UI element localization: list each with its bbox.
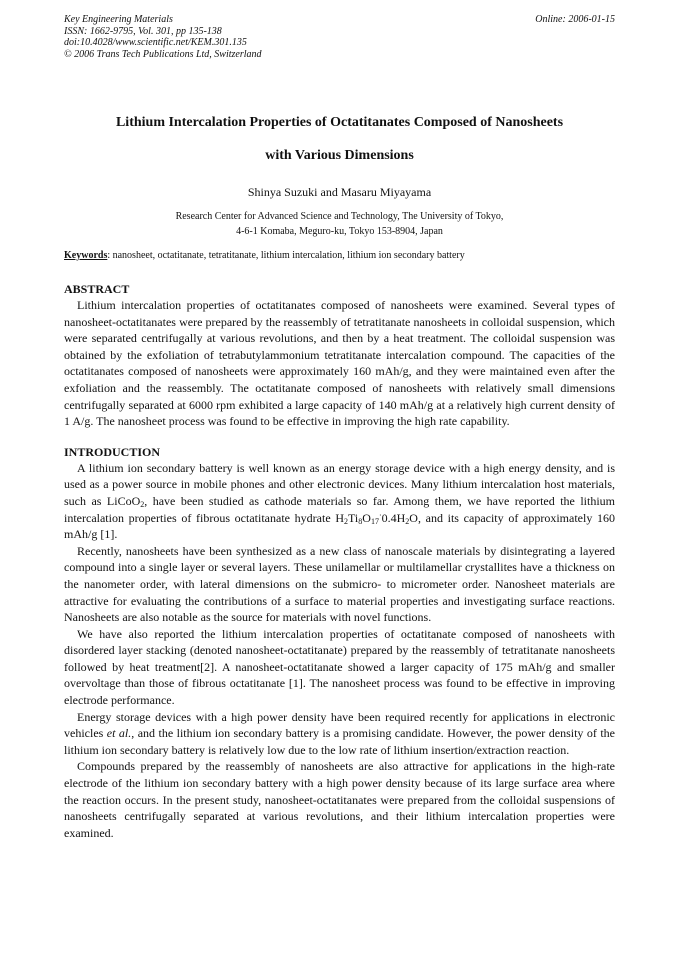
intro-p1-part-f: O, and its capacity of approximately 160 mAh/g [1].	[64, 510, 616, 542]
intro-paragraph-1	[64, 460, 615, 543]
superscript: ·	[378, 510, 382, 520]
intro-p1-part-e: 0.4H	[381, 510, 406, 525]
copyright-line: © 2006 Trans Tech Publications Ltd, Switzerland	[64, 48, 262, 60]
subscript: 2	[140, 499, 145, 509]
paper-title	[64, 106, 615, 172]
abstract-text: Lithium intercalation properties of octatitanates composed of nanosheets were examined. Several types of nanosheet-octatitanates were prepared by the reassembly of tetratitanate nanosheets in colloidal suspension, which were separated centrifugally at various revolutions, and then by a heat treatment. The colloidal suspension was obtained by the exfoliation of tetrabutylammonium tetratitanate intercalation compound. The capacities of the octatitanates composed of nanosheets were approximately 160 mAh/g, and they were maintained even after the exfoliation and the reassembly. The octatitanate composed of nanosheets with relatively small dimensions centrifugally separated at 6000 rpm exhibited a large capacity of 140 mAh/g at a relatively high current density of 1 A/g. The nanosheet process was found to be effective in improving the high rate capability.	[64, 298, 615, 429]
intro-paragraph-2: Recently, nanosheets have been synthesized as a new class of nanoscale materials by disintegrating a layered compound into a single layer or several layers. These unilamellar or multilamellar crystallites have a thickness on the nanometer order, with lateral dimensions on the submicro- to micrometer order. Nanosheet materials are attractive for evaluating the contributions of a surface to material properties and investigating surface reactions. Nanosheets are also notable as the source for materials with novel functions.	[64, 543, 615, 625]
subscript: 2	[344, 516, 349, 526]
intro-p4-part-b: , and the lithium ion secondary battery is a promising candidate. However, the power density of the lithium ion secondary battery is relatively low due to the low rate of lithium insertion/extraction reaction.	[64, 726, 616, 757]
authors: Shinya Suzuki and Masaru Miyayama	[247, 185, 432, 199]
title-line-1: Lithium Intercalation Properties of Octatitanates Composed of Nanosheets	[115, 115, 564, 130]
affiliation-line-1: Research Center for Advanced Science and Technology, The University of Tokyo,	[175, 211, 504, 222]
affiliation-line-2: 4-6-1 Komaba, Meguro-ku, Tokyo 153-8904, Japan	[236, 226, 443, 237]
issn-line: ISSN: 1662-9795, Vol. 301, pp 135-138	[64, 25, 222, 37]
journal-info	[64, 14, 615, 60]
online-date: Online: 2006-01-15	[535, 14, 615, 25]
intro-p1-part-c: Ti	[348, 510, 359, 525]
doi-line: doi:10.4028/www.scientific.net/KEM.301.135	[64, 37, 247, 48]
intro-p1-part-b: , have been studied as cathode materials so far. Among them, we have reported the lithium intercalation properties of fibrous octatitanate hydrate H	[64, 493, 615, 525]
keywords-label: Keywords	[64, 250, 108, 261]
intro-p4-part-a: Energy storage devices with a high power density have been required recently for applications in electronic vehicles	[64, 709, 615, 741]
intro-paragraph-5: Compounds prepared by the reassembly of nanosheets are also attractive for applications in the high-rate electrode of the lithium ion secondary battery with a high power density because of its large surface area where the reaction occurs. In the present study, nanosheet-octatitanates were prepared from the colloidal suspensions of nanosheets centrifugally separated at various revolutions, and their lithium intercalation properties were examined.	[64, 759, 615, 840]
keywords	[64, 250, 615, 262]
subscript: 2	[405, 516, 410, 526]
abstract-heading: ABSTRACT	[64, 282, 130, 296]
affiliation	[64, 209, 615, 239]
introduction-heading: INTRODUCTION	[64, 444, 161, 459]
intro-paragraph-4	[64, 709, 615, 759]
paper-page	[64, 14, 615, 841]
intro-p1-part-d: O	[362, 510, 371, 525]
italic-et-al: et al.	[106, 726, 132, 741]
intro-paragraph-3: We have also reported the lithium intercalation properties of octatitanate composed of nanosheets with disordered layer stacking (denoted nanosheet-octatitanate) prepared by the reassembly of tetratitanate nanosheets followed by heat treatment[2]. A nanosheet-octatitanate showed a larger capacity of 175 mAh/g and smaller overvoltage than those of fibrous octatitanate [1]. The nanosheet process was found to be effective in improving electrode performance.	[64, 626, 615, 708]
journal-header	[64, 14, 615, 62]
keywords-text: : nanosheet, octatitanate, tetratitanate, lithium intercalation, lithium ion secondary battery	[107, 250, 465, 261]
intro-p1-part-a: A lithium ion secondary battery is well known as an energy storage device with a high energy density, and is used as a power source in mobile phones and other electronic devices. Many lithium intercalation host materials, such as LiCoO	[64, 460, 615, 508]
journal-name: Key Engineering Materials	[64, 14, 173, 25]
subscript: 17	[370, 516, 379, 526]
subscript: 8	[358, 516, 363, 526]
title-line-2: with Various Dimensions	[265, 148, 414, 163]
